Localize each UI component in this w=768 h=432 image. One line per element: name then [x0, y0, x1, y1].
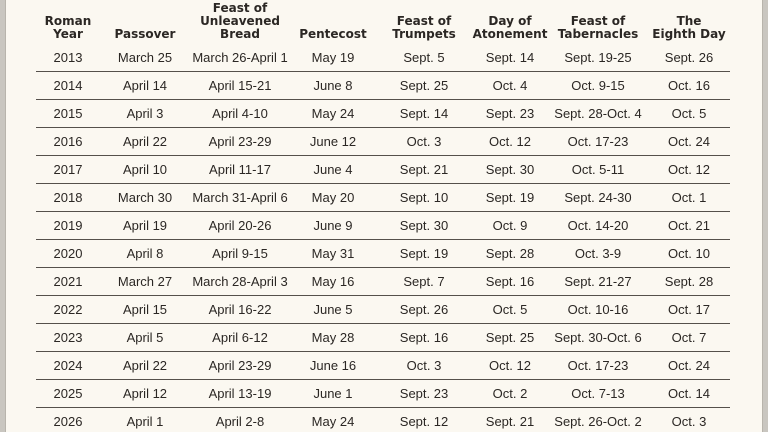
date-cell: Sept. 28: [472, 240, 548, 268]
date-cell: April 5: [100, 324, 190, 352]
date-cell: April 14: [100, 72, 190, 100]
column-header-line: Trumpets: [392, 27, 456, 41]
date-cell: June 8: [290, 72, 376, 100]
table-row: [36, 156, 730, 184]
date-cell: Sept. 16: [376, 324, 472, 352]
date-cell: Oct. 2: [472, 380, 548, 408]
column-header: [548, 0, 648, 44]
column-header-line: Feast of: [570, 14, 626, 28]
table-row: [36, 408, 730, 432]
column-header-line: Unleavened: [200, 14, 280, 28]
date-cell: May 24: [290, 100, 376, 128]
date-cell: Sept. 26: [376, 296, 472, 324]
column-header: [100, 0, 190, 44]
table-header: [36, 0, 730, 44]
column-header-line: Bread: [220, 27, 260, 41]
date-cell: Oct. 21: [648, 212, 730, 240]
date-cell: Oct. 17-23: [548, 352, 648, 380]
date-cell: Sept. 23: [472, 100, 548, 128]
date-cell: Oct. 3-9: [548, 240, 648, 268]
column-header: [36, 0, 100, 44]
column-header: [190, 0, 290, 44]
column-header-line: Feast of: [396, 14, 452, 28]
date-cell: April 4-10: [190, 100, 290, 128]
year-cell: 2019: [36, 212, 100, 240]
date-cell: Sept. 14: [472, 44, 548, 72]
date-cell: April 22: [100, 128, 190, 156]
date-cell: Sept. 12: [376, 408, 472, 432]
date-cell: April 8: [100, 240, 190, 268]
date-cell: Sept. 7: [376, 268, 472, 296]
column-header: [472, 0, 548, 44]
date-cell: Oct. 3: [648, 408, 730, 432]
year-cell: 2023: [36, 324, 100, 352]
year-cell: 2022: [36, 296, 100, 324]
year-cell: 2013: [36, 44, 100, 72]
date-cell: April 20-26: [190, 212, 290, 240]
date-cell: June 5: [290, 296, 376, 324]
date-cell: March 26-April 1: [190, 44, 290, 72]
table-row: [36, 352, 730, 380]
date-cell: Oct. 7: [648, 324, 730, 352]
date-cell: Sept. 28: [648, 268, 730, 296]
header-row: [36, 0, 730, 44]
column-header-line: Pentecost: [299, 27, 367, 41]
date-cell: April 9-15: [190, 240, 290, 268]
date-cell: Sept. 23: [376, 380, 472, 408]
date-cell: Sept. 19: [472, 184, 548, 212]
date-cell: Oct. 5-11: [548, 156, 648, 184]
date-cell: Sept. 21-27: [548, 268, 648, 296]
date-cell: June 12: [290, 128, 376, 156]
date-cell: June 1: [290, 380, 376, 408]
holy-days-table: [36, 0, 730, 432]
date-cell: Sept. 24-30: [548, 184, 648, 212]
date-cell: Oct. 3: [376, 128, 472, 156]
date-cell: June 16: [290, 352, 376, 380]
date-cell: May 20: [290, 184, 376, 212]
year-cell: 2016: [36, 128, 100, 156]
date-cell: March 27: [100, 268, 190, 296]
year-cell: 2024: [36, 352, 100, 380]
date-cell: Oct. 3: [376, 352, 472, 380]
date-cell: Oct. 10: [648, 240, 730, 268]
date-cell: April 23-29: [190, 128, 290, 156]
date-cell: April 15-21: [190, 72, 290, 100]
table-row: [36, 324, 730, 352]
date-cell: Oct. 16: [648, 72, 730, 100]
date-cell: Oct. 7-13: [548, 380, 648, 408]
date-cell: Oct. 14: [648, 380, 730, 408]
year-cell: 2020: [36, 240, 100, 268]
year-cell: 2015: [36, 100, 100, 128]
date-cell: Oct. 9-15: [548, 72, 648, 100]
table-row: [36, 240, 730, 268]
date-cell: April 3: [100, 100, 190, 128]
date-cell: Oct. 10-16: [548, 296, 648, 324]
date-cell: April 11-17: [190, 156, 290, 184]
date-cell: Oct. 12: [648, 156, 730, 184]
date-cell: Sept. 10: [376, 184, 472, 212]
date-cell: March 28-April 3: [190, 268, 290, 296]
date-cell: Sept. 16: [472, 268, 548, 296]
table-body: [36, 44, 730, 432]
column-header: [376, 0, 472, 44]
column-header-line: Tabernacles: [557, 27, 639, 41]
date-cell: March 25: [100, 44, 190, 72]
table-row: [36, 184, 730, 212]
date-cell: April 10: [100, 156, 190, 184]
date-cell: April 13-19: [190, 380, 290, 408]
date-cell: Sept. 30-Oct. 6: [548, 324, 648, 352]
year-cell: 2017: [36, 156, 100, 184]
date-cell: May 19: [290, 44, 376, 72]
date-cell: Oct. 9: [472, 212, 548, 240]
date-cell: April 22: [100, 352, 190, 380]
date-cell: May 28: [290, 324, 376, 352]
table-row: [36, 380, 730, 408]
date-cell: Oct. 17: [648, 296, 730, 324]
date-cell: Sept. 19-25: [548, 44, 648, 72]
date-cell: May 16: [290, 268, 376, 296]
date-cell: April 1: [100, 408, 190, 432]
column-header-line: Atonement: [472, 27, 548, 41]
year-cell: 2026: [36, 408, 100, 432]
date-cell: Sept. 5: [376, 44, 472, 72]
column-header-line: The: [676, 14, 702, 28]
date-cell: Oct. 12: [472, 128, 548, 156]
column-header-line: Day of: [488, 14, 532, 28]
year-cell: 2014: [36, 72, 100, 100]
date-cell: Sept. 28-Oct. 4: [548, 100, 648, 128]
date-cell: April 19: [100, 212, 190, 240]
column-header-line: Feast of: [212, 1, 268, 15]
date-cell: Oct. 24: [648, 128, 730, 156]
table-row: [36, 72, 730, 100]
date-cell: April 15: [100, 296, 190, 324]
date-cell: Sept. 30: [376, 212, 472, 240]
column-header-line: Passover: [114, 27, 176, 41]
date-cell: May 31: [290, 240, 376, 268]
date-cell: Oct. 24: [648, 352, 730, 380]
date-cell: June 4: [290, 156, 376, 184]
date-cell: Sept. 26-Oct. 2: [548, 408, 648, 432]
date-cell: Sept. 19: [376, 240, 472, 268]
date-cell: April 16-22: [190, 296, 290, 324]
column-header: [290, 0, 376, 44]
date-cell: Oct. 1: [648, 184, 730, 212]
date-cell: Sept. 30: [472, 156, 548, 184]
date-cell: March 30: [100, 184, 190, 212]
date-cell: June 9: [290, 212, 376, 240]
date-cell: Sept. 21: [472, 408, 548, 432]
date-cell: Oct. 12: [472, 352, 548, 380]
column-header-line: Eighth Day: [652, 27, 726, 41]
table-row: [36, 100, 730, 128]
year-cell: 2025: [36, 380, 100, 408]
date-cell: Oct. 5: [472, 296, 548, 324]
date-cell: Sept. 21: [376, 156, 472, 184]
date-cell: Oct. 5: [648, 100, 730, 128]
year-cell: 2021: [36, 268, 100, 296]
date-cell: Sept. 14: [376, 100, 472, 128]
table-row: [36, 296, 730, 324]
date-cell: March 31-April 6: [190, 184, 290, 212]
date-cell: Sept. 25: [472, 324, 548, 352]
table-row: [36, 44, 730, 72]
year-cell: 2018: [36, 184, 100, 212]
table-row: [36, 128, 730, 156]
date-cell: Sept. 26: [648, 44, 730, 72]
column-header-line: Year: [53, 27, 83, 41]
table-row: [36, 212, 730, 240]
column-header: [648, 0, 730, 44]
date-cell: April 6-12: [190, 324, 290, 352]
date-cell: Sept. 25: [376, 72, 472, 100]
date-cell: April 12: [100, 380, 190, 408]
date-cell: April 2-8: [190, 408, 290, 432]
date-cell: Oct. 14-20: [548, 212, 648, 240]
column-header-line: Roman: [44, 14, 92, 28]
date-cell: Oct. 4: [472, 72, 548, 100]
date-cell: May 24: [290, 408, 376, 432]
document-page: [5, 0, 763, 432]
table-row: [36, 268, 730, 296]
date-cell: Oct. 17-23: [548, 128, 648, 156]
date-cell: April 23-29: [190, 352, 290, 380]
